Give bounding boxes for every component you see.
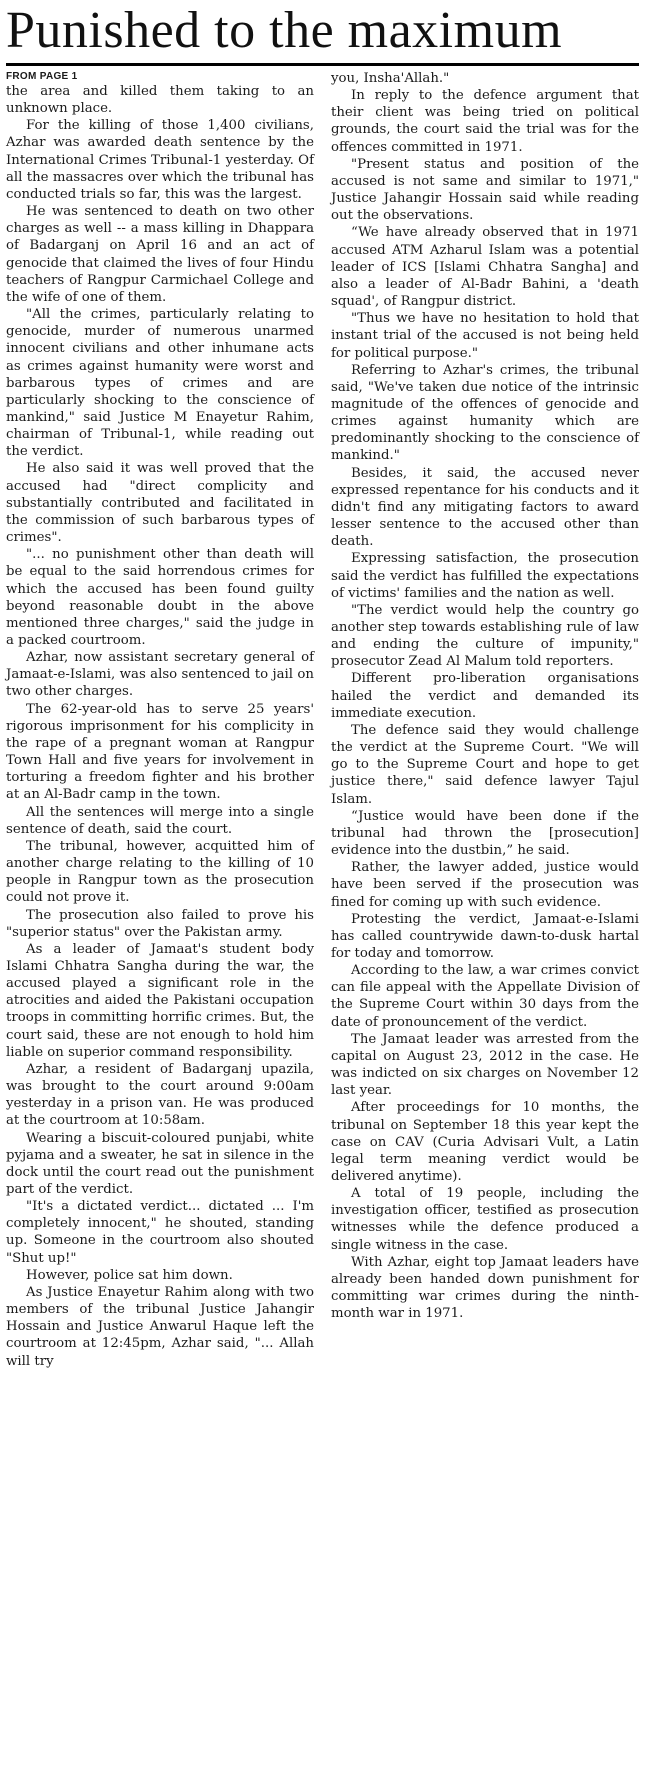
paragraph: The tribunal, however, acquitted him of another charge relating to the killing of 10 people in Rangpur town as the prosecution could not prove it. (6, 838, 314, 906)
right-column (331, 70, 639, 1370)
paragraph: Different pro-liberation organisations hailed the verdict and demanded its immediate execution. (331, 671, 639, 721)
paragraph: However, police sat him down. (26, 1267, 233, 1283)
paragraph: Referring to Azhar's crimes, the tribunal said, "We've taken due notice of the intrinsic magnitude of the offences of genocide and crimes against humanity which are predominantly shocking to the conscience of mankind." (331, 362, 639, 464)
headline: Punished to the maximum (6, 2, 563, 59)
paragraph: The prosecution also failed to prove his "superior status" over the Pakistan army. (6, 907, 314, 940)
paragraph: "... no punishment other than death will be equal to the said horrendous crimes for which the accused has been found guilty beyond reasonable doubt in the above mentioned three charges," said the judge in a packed courtroom. (6, 547, 314, 648)
headline-rule (6, 63, 639, 66)
paragraph: All the sentences will merge into a single sentence of death, said the court. (6, 804, 314, 837)
paragraph: The defence said they would challenge the verdict at the Supreme Court. "We will go to the Supreme Court and hope to get justice there," said defence lawyer Tajul Islam. (331, 722, 639, 807)
paragraph: "Present status and position of the accused is not same and similar to 1971," Justice Jahangir Hossain said while reading out the observations. (331, 156, 639, 224)
paragraph: He was sentenced to death on two other charges as well -- a mass killing in Dhappara of Badarganj on April 16 and an act of genocide that claimed the lives of four Hindu teachers of Rangpur Carmichael College and the wife of one of them. (6, 204, 314, 305)
paragraph: you, Insha'Allah." (331, 71, 450, 86)
paragraph: The Jamaat leader was arrested from the capital on August 23, 2012 in the case. He was indicted on six charges on November 12 last year. (331, 1031, 639, 1099)
paragraph: Protesting the verdict, Jamaat-e-Islami has called countrywide dawn-to-dusk hartal for today and tomorrow. (331, 911, 639, 961)
paragraph: "Thus we have no hesitation to hold that instant trial of the accused is not being held for political purpose." (331, 311, 639, 361)
paragraph: "It's a dictated verdict... dictated ... I'm completely innocent," he shouted, standing up. Someone in the courtroom also shouted "Shut up!" (6, 1199, 314, 1266)
paragraph: According to the law, a war crimes convict can file appeal with the Appellate Division of the Supreme Court within 30 days from the date of pronouncement of the verdict. (331, 963, 639, 1030)
paragraph: With Azhar, eight top Jamaat leaders have already been handed down punishment for committing war crimes during the ninth-month war in 1971. (331, 1254, 639, 1322)
paragraph: As Justice Enayetur Rahim along with two members of the tribunal Justice Jahangir Hossain and Justice Anwarul Haque left the courtroom at 12:45pm, Azhar said, "... Allah will try (6, 1284, 314, 1369)
paragraph: Rather, the lawyer added, justice would have been served if the prosecution was fined for coming up with such evidence. (331, 860, 639, 910)
paragraph: As a leader of Jamaat's student body Islami Chhatra Sangha during the war, the accused played a significant role in the atrocities and aided the Pakistani occupation troops in committing horrific crimes. But, the court said, these are not enough to hold him liable on superior command responsibility. (6, 941, 314, 1060)
paragraph: "All the crimes, particularly relating to genocide, murder of numerous unarmed innocent civilians and other inhumane acts as crimes against humanity were worst and barbarous types of crimes and are particularly shocking to the conscience of mankind," said Justice M Enayetur Rahim, chairman of Tribunal-1, while reading out the verdict. (6, 307, 314, 460)
left-column (6, 70, 314, 1370)
paragraph: A total of 19 people, including the investigation officer, testified as prosecution witnesses while the defence produced a single witness in the case. (331, 1186, 639, 1253)
paragraph: For the killing of those 1,400 civilians, Azhar was awarded death sentence by the International Crimes Tribunal-1 yesterday. Of all the massacres over which the tribunal has conducted trials so far, this was the largest. (6, 118, 314, 202)
article-body (6, 70, 639, 1370)
paragraph: Azhar, a resident of Badarganj upazila, was brought to the court around 9:00am yesterday in a prison van. He was produced at the courtroom at 10:58am. (6, 1061, 314, 1129)
paragraph: “Justice would have been done if the tribunal had thrown the [prosecution] evidence into the dustbin,” he said. (331, 808, 639, 859)
continued-from-label: FROM PAGE 1 (6, 71, 78, 82)
paragraph: Expressing satisfaction, the prosecution said the verdict has fulfilled the expectations of victims' families and the nation as well. (331, 551, 639, 601)
paragraph: the area and killed them taking to an unknown place. (6, 84, 314, 117)
paragraph: Besides, it said, the accused never expressed repentance for his conducts and it didn't find any mitigating factors to award lesser sentence to the accused other than death. (331, 465, 639, 550)
paragraph: “We have already observed that in 1971 accused ATM Azharul Islam was a potential leader of ICS [Islami Chhatra Sangha] and also a leader of Al-Badr Bahini, a 'death squad', of Rangpur district. (331, 225, 639, 310)
paragraph: Wearing a biscuit-coloured punjabi, white pyjama and a sweater, he sat in silence in the dock until the court read out the punishment part of the verdict. (6, 1130, 314, 1197)
paragraph: The 62-year-old has to serve 25 years' rigorous imprisonment for his complicity in the rape of a pregnant woman at Rangpur Town Hall and five years for involvement in torturing a freedom fighter and his brother at an Al-Badr camp in the town. (6, 701, 314, 803)
paragraph: After proceedings for 10 months, the tribunal on September 18 this year kept the case on CAV (Curia Advisari Vult, a Latin legal term meaning verdict would be delivered anytime). (331, 1100, 639, 1184)
paragraph: In reply to the defence argument that their client was being tried on political grounds, the court said the trial was for the offences committed in 1971. (331, 88, 639, 155)
paragraph: Azhar, now assistant secretary general of Jamaat-e-Islami, was also sentenced to jail on two other charges. (6, 650, 314, 700)
paragraph: "The verdict would help the country go another step towards establishing rule of law and ending the culture of impunity," prosecutor Zead Al Malum told reporters. (331, 602, 639, 670)
paragraph: He also said it was well proved that the accused had "direct complicity and substantially contributed and facilitated in the commission of such barbarous types of crimes". (6, 461, 314, 546)
